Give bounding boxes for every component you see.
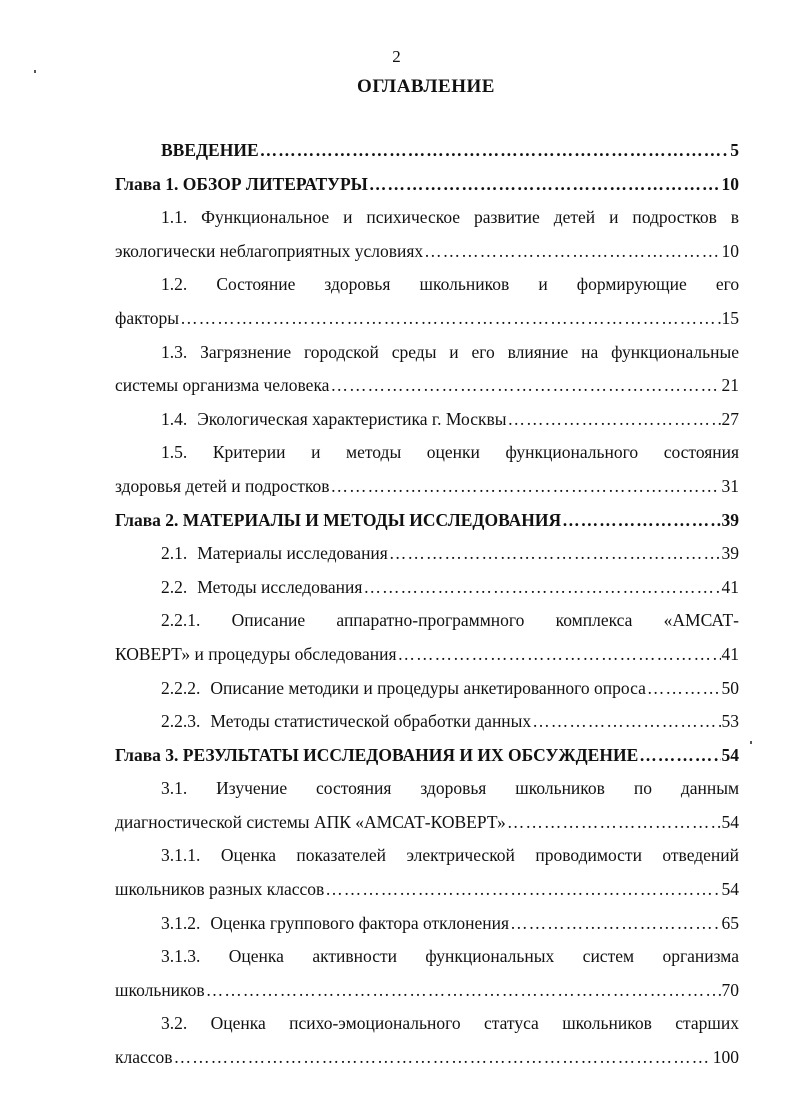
toc-page-number: 5: [730, 140, 739, 160]
dot-leader: [330, 369, 720, 403]
toc-page-number: 39: [721, 543, 739, 564]
toc-word: школьников: [515, 778, 605, 799]
toc-entry-line: [115, 1041, 739, 1075]
toc-page-number: 54: [721, 879, 739, 900]
toc-entry-introduction[interactable]: [115, 134, 739, 168]
toc-entry-3-1-3[interactable]: [115, 940, 739, 1007]
section-number: 1.3.: [161, 341, 188, 362]
toc-page-number: 41: [721, 576, 739, 597]
dot-leader: [206, 974, 721, 1008]
dot-leader: [389, 537, 721, 571]
dot-leader: [532, 705, 720, 739]
toc-page-number: 31: [721, 475, 739, 496]
toc-page-number: 50: [721, 677, 739, 698]
toc-entry-3-2[interactable]: [115, 1007, 739, 1074]
dot-leader: [639, 739, 720, 773]
toc-word: Описание: [231, 610, 306, 631]
toc-entry-3-1[interactable]: [115, 772, 739, 839]
toc-entry-title-line: Оценка показателей электрической проводимости отведений: [220, 845, 740, 866]
dot-leader: [174, 1041, 712, 1075]
dot-leader: [507, 806, 721, 840]
toc-page-number: 39: [721, 509, 739, 530]
toc-entry-1-1[interactable]: [115, 201, 739, 268]
toc-page-number: 41: [721, 643, 739, 664]
toc-entry-line: [115, 470, 739, 504]
toc-word: функциональных: [425, 946, 555, 967]
toc-word: Изучение: [216, 778, 288, 799]
toc-entry-title: Методы исследования: [197, 576, 363, 597]
toc-entry-line: [115, 974, 739, 1008]
toc-word: и: [538, 274, 548, 295]
dot-leader: [330, 470, 720, 504]
section-number: 2.2.: [161, 576, 188, 597]
toc-entry-title-line: диагностической системы АПК «АМСАТ-КОВЕРТ»: [115, 811, 506, 832]
toc-entry-title: Методы статистической обработки данных: [210, 711, 532, 732]
toc-entry-line: [115, 604, 739, 638]
toc-entry-title: Экологическая характеристика г. Москвы: [197, 408, 507, 429]
toc-page-number: 21: [721, 375, 739, 396]
toc-word: психо-эмоционального: [289, 1013, 461, 1034]
toc-word: состояния: [663, 442, 740, 463]
toc-entry-line: [115, 806, 739, 840]
toc-word: «АМСАТ-: [663, 610, 739, 631]
toc-entry-1-5[interactable]: [115, 436, 739, 503]
toc-word: данным: [680, 778, 740, 799]
toc-word: Оценка: [210, 1013, 266, 1034]
toc-entry-title-line: КОВЕРТ» и процедуры обследования: [115, 643, 397, 664]
toc-entry-title: Глава 2. МАТЕРИАЛЫ И МЕТОДЫ ИССЛЕДОВАНИЯ: [115, 509, 562, 530]
toc-word: аппаратно-программного: [336, 610, 525, 631]
toc-page-number: 100: [712, 1047, 739, 1068]
toc-entry-2-2-2[interactable]: [115, 672, 739, 706]
toc-page-number: 54: [721, 744, 739, 765]
toc-entry-title: Оценка группового фактора отклонения: [210, 912, 510, 933]
table-of-contents: [115, 134, 739, 1075]
dot-leader: [507, 403, 720, 437]
toc-entry-3-1-1[interactable]: [115, 839, 739, 906]
toc-word: Состояние: [216, 274, 296, 295]
toc-page-number: 70: [721, 979, 739, 1000]
toc-word: систем: [582, 946, 635, 967]
toc-entry-line: [115, 302, 739, 336]
toc-word: комплекса: [555, 610, 633, 631]
toc-page-number: 15: [721, 307, 739, 328]
toc-entry-chapter-3[interactable]: [115, 739, 739, 773]
toc-entry-line: [115, 268, 739, 302]
toc-page-number: 65: [721, 912, 739, 933]
scan-speck: [34, 70, 36, 73]
toc-entry-line: [115, 940, 739, 974]
toc-entry-title: Описание методики и процедуры анкетированного опроса: [210, 677, 646, 698]
toc-entry-2-1[interactable]: [115, 537, 739, 571]
dot-leader: [424, 235, 720, 269]
toc-word: статуса: [483, 1013, 539, 1034]
toc-page-number: 53: [721, 711, 739, 732]
section-number: 2.2.3.: [161, 711, 201, 732]
section-number: 1.4.: [161, 408, 188, 429]
toc-entry-title: ВВЕДЕНИЕ: [161, 140, 259, 160]
toc-entry-chapter-2[interactable]: [115, 504, 739, 538]
toc-word: оценки: [426, 442, 480, 463]
toc-word: и: [311, 442, 321, 463]
toc-entry-2-2-3[interactable]: [115, 705, 739, 739]
toc-entry-title-line: Функциональное и психическое развитие детей и подростков в: [201, 207, 739, 228]
toc-entry-title-line: классов: [115, 1047, 173, 1068]
dot-leader: [510, 907, 720, 941]
toc-word: здоровья: [420, 778, 487, 799]
toc-word: школьников: [562, 1013, 652, 1034]
toc-entry-line: [115, 839, 739, 873]
toc-entry-line: [115, 369, 739, 403]
section-number: 3.1.2.: [161, 912, 201, 933]
toc-page-number: 54: [721, 811, 739, 832]
toc-entry-1-3[interactable]: [115, 336, 739, 403]
toc-word: формирующие: [576, 274, 687, 295]
toc-word: по: [633, 778, 652, 799]
dot-leader: [369, 168, 721, 202]
dot-leader: [260, 134, 730, 168]
toc-entry-title: Глава 3. РЕЗУЛЬТАТЫ ИССЛЕДОВАНИЯ И ИХ ОБСУЖДЕНИЕ: [115, 744, 639, 765]
page-title: ОГЛАВЛЕНИЕ: [357, 76, 495, 97]
toc-entry-chapter-1[interactable]: [115, 168, 739, 202]
dot-leader: [325, 873, 720, 907]
toc-word: активности: [312, 946, 397, 967]
dot-leader: [363, 571, 720, 605]
toc-entry-line: [115, 638, 739, 672]
toc-word: здоровья: [324, 274, 391, 295]
toc-word: его: [715, 274, 740, 295]
page-number: 2: [392, 47, 401, 66]
toc-entry-1-2[interactable]: [115, 268, 739, 335]
section-number: 3.2.: [161, 1013, 188, 1034]
toc-entry-2-2-1[interactable]: [115, 604, 739, 671]
toc-entry-line: [115, 1007, 739, 1041]
toc-entry-line: [115, 201, 739, 235]
toc-entry-line: [115, 436, 739, 470]
toc-entry-title-line: Загрязнение городской среды и его влияние на функциональные: [200, 341, 740, 362]
toc-entry-title-line: здоровья детей и подростков: [115, 475, 330, 496]
toc-entry-line: [115, 235, 739, 269]
toc-word: Критерии: [212, 442, 286, 463]
toc-entry-title: Глава 1. ОБЗОР ЛИТЕРАТУРЫ: [115, 173, 368, 194]
section-number: 2.1.: [161, 543, 188, 564]
toc-entry-line: [115, 873, 739, 907]
section-number: 3.1.3.: [161, 946, 201, 967]
toc-word: старших: [675, 1013, 739, 1034]
toc-entry-title: Материалы исследования: [197, 543, 388, 564]
toc-word: методы: [346, 442, 402, 463]
dot-leader: [562, 504, 720, 538]
toc-word: состояния: [316, 778, 392, 799]
toc-entry-title-line: факторы: [115, 307, 180, 328]
dot-leader: [180, 302, 720, 336]
toc-entry-3-1-2[interactable]: [115, 907, 739, 941]
toc-entry-2-2[interactable]: [115, 571, 739, 605]
toc-entry-line: [115, 336, 739, 370]
toc-entry-1-4[interactable]: [115, 403, 739, 437]
toc-word: функционального: [505, 442, 639, 463]
toc-word: Оценка: [228, 946, 284, 967]
toc-entry-title-line: системы организма человека: [115, 375, 330, 396]
dot-leader: [647, 672, 721, 706]
toc-page-number: 10: [721, 173, 739, 194]
section-number: 2.2.2.: [161, 677, 201, 698]
section-number: 1.1.: [161, 207, 188, 228]
scan-speck: [750, 741, 752, 744]
dot-leader: [398, 638, 721, 672]
toc-entry-title-line: школьников разных классов: [115, 879, 325, 900]
toc-entry-title-line: экологически неблагоприятных условиях: [115, 240, 424, 261]
toc-word: организма: [662, 946, 740, 967]
toc-page-number: 27: [721, 408, 739, 429]
section-number: 3.1.1.: [161, 845, 201, 866]
section-number: 2.2.1.: [161, 610, 201, 631]
section-number: 3.1.: [161, 778, 188, 799]
toc-page-number: 10: [721, 240, 739, 261]
section-number: 1.2.: [161, 274, 188, 295]
section-number: 1.5.: [161, 442, 188, 463]
toc-entry-title-line: школьников: [115, 979, 205, 1000]
toc-word: школьников: [419, 274, 510, 295]
toc-entry-line: [115, 772, 739, 806]
